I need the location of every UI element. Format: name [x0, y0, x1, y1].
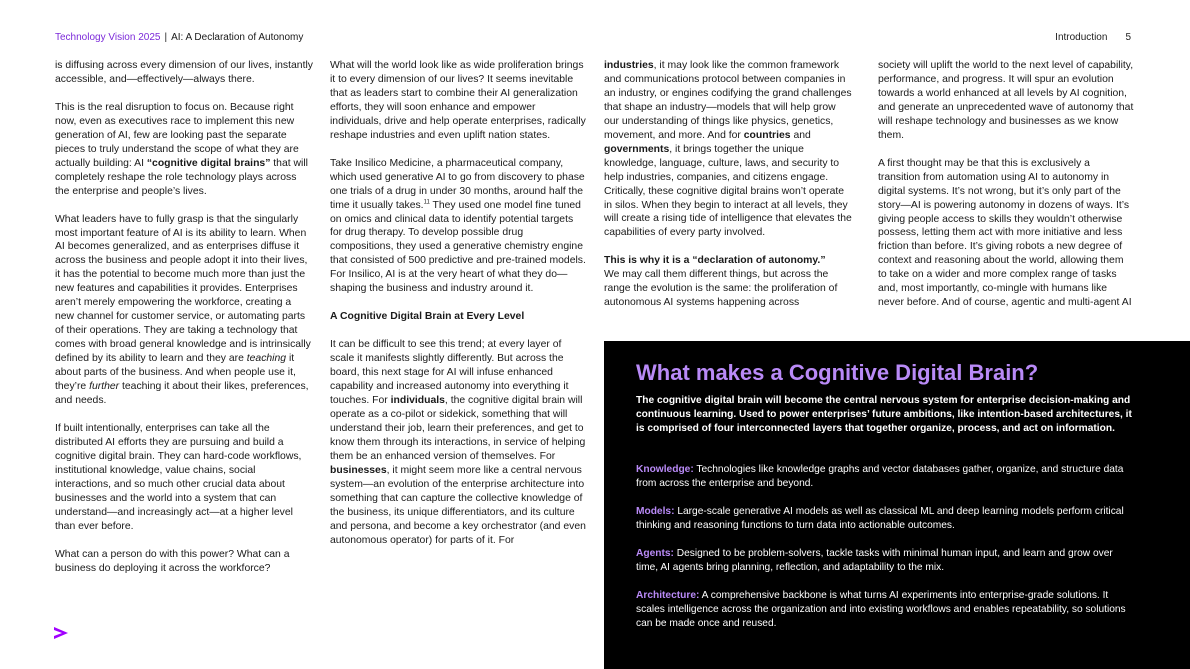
text-run: teaching it about their likes, preferences, and needs.: [55, 381, 309, 406]
emphasis-text: industries: [604, 60, 654, 71]
text-run: Take Insilico Medicine, a pharmaceutical company, which used generative AI to go from discovery to phase one trials of a drug in under 30 months, around half the time it usually takes.: [330, 157, 585, 211]
text-run: , it may look like the common framework and communications protocol between companies in an industry, or engines codifying the grand challenges that shape an industry—models that will help grow our understanding of things like physics, genetics, movement, and more. And for: [604, 60, 852, 141]
paragraph-lead: This is why it is a “declaration of autonomy.”: [604, 255, 826, 267]
callout-box: [604, 341, 1190, 669]
callout-item-architecture: [636, 589, 1136, 631]
item-text: Large-scale generative AI models as well as classical ML and deep learning models perform critical thinking and reasoning functions to turn data into actionable outcomes.: [636, 506, 1124, 531]
paragraph: What will the world look like as wide proliferation brings it to every dimension of our lives? It seems inevitable that as leaders start to combine their AI generalization efforts, they will soon enhance and empower individuals, drive and help operate enterprises, radically reshape industries and even uplift nation states.: [330, 60, 586, 141]
text-run: They used one model fine tuned on omics and clinical data to identify potential targets for drug therapy. To develop possible drug compositions, they used a generative chemistry engine that consisted of 500 predictive and pre-trained models. For Insilico, AI is at the very heart of what they do—shaping the business and industry around it.: [330, 199, 586, 295]
section-name: Introduction: [1055, 32, 1108, 43]
text-run: that will completely reshape the role technology plays across the enterprise and people’s lives.: [55, 157, 308, 197]
item-text: A comprehensive backbone is what turns AI experiments into enterprise-grade solutions. It scales intelligence across the organization and into existing workflows and enables repeatability, so solutions can be made once and reused.: [636, 590, 1126, 629]
item-term: Architecture:: [636, 590, 700, 601]
paragraph: A first thought may be that this is exclusively a transition from automation using AI to autonomy in digital systems. It’s not wrong, but it’s only part of the story—AI is powering autonomy in dozens of ways. It’s giving people access to skills they wouldn’t otherwise possess, letting them act with more initiative and less friction than before. It’s giving robots a new degree of context and reasoning about the world, allowing them to take on a wider and more complex range of tasks and, most importantly, co-mingle with humans like never before. And of course, agentic and multi-agent AI: [878, 157, 1132, 309]
paragraph: [55, 213, 313, 408]
callout-item-models: [636, 505, 1136, 533]
footnote-marker: 11: [423, 199, 430, 206]
text-column-3: [604, 59, 852, 310]
header-separator: |: [164, 32, 168, 43]
header-right: [1055, 32, 1131, 43]
paragraph: is diffusing across every dimension of our lives, instantly accessible, and—effectively—always there.: [55, 60, 313, 85]
paragraph: [330, 157, 586, 297]
paragraph: [604, 254, 852, 310]
emphasis-text: governments: [604, 143, 670, 155]
paragraph: [330, 338, 586, 547]
text-run: , it might seem more like a central nervous system—an evolution of the enterprise architecture into something that can capture the collective knowledge of the business, its unique differentiators, and its culture and persona, and become a key orchestrator (and even autonomous operator) for parts of it. For: [330, 464, 586, 546]
paragraph: [604, 59, 852, 240]
emphasis-text: “cognitive digital brains”: [146, 157, 271, 169]
item-term: Knowledge:: [636, 464, 694, 475]
italic-text: further: [89, 381, 120, 393]
page-header: [55, 32, 1131, 46]
text-run: , it brings together the unique knowledge, language, culture, laws, and security to help industries, companies, and citizens engage. Critically, these cognitive digital brains won’t operate in silos. When they begin to interact at all levels, they will create a rising tide of intelligence that elevates the capabilities of every party involved.: [604, 143, 852, 239]
text-column-1: [55, 59, 313, 575]
paragraph: What can a person do with this power? What can a business do deploying it across the workforce?: [55, 548, 290, 574]
text-column-4: [878, 59, 1134, 310]
accenture-greater-than-logo-icon: [52, 625, 70, 643]
emphasis-text: businesses: [330, 464, 387, 476]
text-column-2: [330, 59, 586, 548]
callout-item-knowledge: [636, 463, 1136, 491]
item-text: Designed to be problem-solvers, tackle tasks with minimal human input, and learn and grow over time, AI agents bring planning, reflection, and adaptability to the mix.: [636, 548, 1113, 573]
item-text: Technologies like knowledge graphs and vector databases gather, organize, and structure data from across the enterprise and beyond.: [636, 464, 1124, 489]
callout-item-agents: [636, 547, 1136, 575]
italic-text: teaching: [246, 353, 287, 365]
section-heading: A Cognitive Digital Brain at Every Level: [330, 311, 525, 323]
callout-intro: The cognitive digital brain will become the central nervous system for enterprise decision-making and continuous learning. Used to power enterprises’ future ambitions, like intention-based architectures, it is comprised of four interconnected layers that together organize, process, and act on information.: [636, 395, 1132, 434]
callout-title: What makes a Cognitive Digital Brain?: [636, 360, 1039, 385]
text-run: This is the real disruption to focus on. Because right now, even as executives race to implement this new generation of AI, few are looking past the separate pieces to truly understand the scope of what they are actually building: AI: [55, 101, 299, 169]
publication-title: Technology Vision 2025: [55, 32, 161, 43]
text-run: What leaders have to fully grasp is that the singularly most important feature of AI is its ability to learn. When AI becomes generalized, and as enterprises diffuse it across the business and people adopt it into their lives, it has the potential to become much more than just the new features and capabilities it provides. Enterprises aren’t merely empowering the workforce, creating a new channel for customer service, or automating parts of their operations. They are taking a technology that comes with broad general knowledge and is intrinsically defined by its ability to learn and they are: [55, 213, 311, 365]
paragraph: society will uplift the world to the next level of capability, performance, and progress. It will spur an evolution towards a world enhanced at all levels by AI cognition, and generate an unprecedented wave of autonomy that will reshape technology and businesses as we know them.: [878, 60, 1134, 141]
item-term: Agents:: [636, 548, 674, 559]
text-run: it about parts of the business. And when people use it, they’re: [55, 353, 296, 393]
page-number: 5: [1125, 32, 1131, 43]
emphasis-text: individuals: [390, 395, 445, 407]
text-run: and: [790, 129, 811, 141]
text-run: We may call them different things, but across the range the evolution is the same: the proliferation of autonomous AI systems happening across: [604, 269, 838, 309]
paragraph: If built intentionally, enterprises can take all the distributed AI efforts they are pursuing and build a cognitive digital brain. They can hard-code workflows, institutional knowledge, value chains, social interactions, and so much other crucial data about businesses and the world into a system that can understand—and increasingly act—at a higher level than ever before.: [55, 422, 302, 532]
header-left: [55, 32, 303, 43]
paragraph: [55, 101, 313, 199]
text-run: , the cognitive digital brain will operate as a co-pilot or sidekick, something that will understand their job, learn their preferences, and get to know them through its interactions, in service of helping them be an enhanced version of themselves. For: [330, 395, 586, 462]
chapter-title: AI: A Declaration of Autonomy: [171, 32, 304, 43]
text-run: It can be difficult to see this trend; at every layer of scale it manifests slightly differently. But across the board, this next stage for AI will infuse enhanced capability and increased autonomy into everything it touches. For: [330, 339, 569, 407]
emphasis-text: countries: [743, 129, 791, 141]
item-term: Models:: [636, 506, 675, 517]
